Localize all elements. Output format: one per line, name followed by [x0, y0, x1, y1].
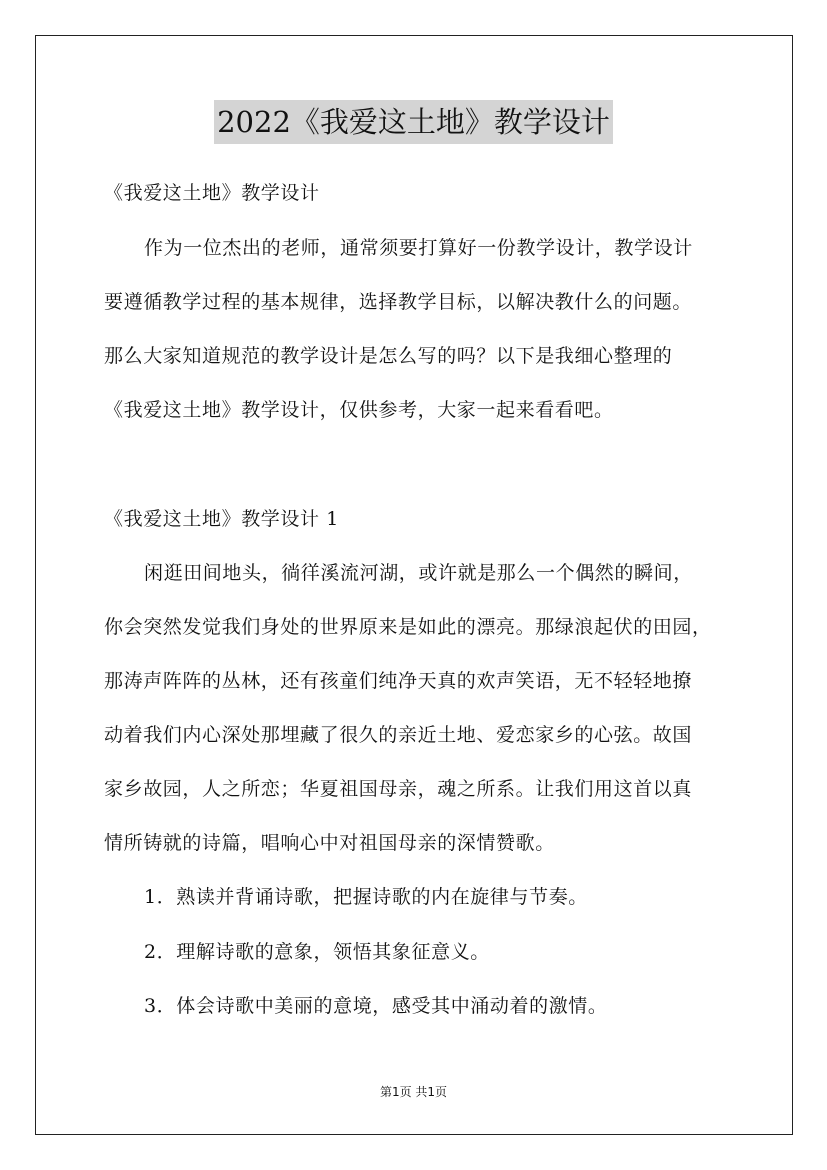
goal-item: 3．体会诗歌中美丽的意境，感受其中涌动着的激情。: [144, 995, 608, 1017]
section-line: 家乡故园，人之所恋；华夏祖国母亲，魂之所系。让我们用这首以真: [104, 778, 693, 800]
section-line: 你会突然发觉我们身处的世界原来是如此的漂亮。那绿浪起伏的田园，: [104, 616, 712, 638]
page-footer: 第1页 共1页: [379, 1085, 448, 1099]
intro-line: 要遵循教学过程的基本规律，选择教学目标，以解决教什么的问题。: [104, 291, 693, 313]
section-line: 那涛声阵阵的丛林，还有孩童们纯净天真的欢声笑语，无不轻轻地撩: [104, 670, 693, 692]
intro-line: 《我爱这土地》教学设计，仅供参考，大家一起来看看吧。: [104, 399, 614, 421]
subtitle: 《我爱这土地》教学设计: [104, 182, 320, 204]
intro-line: 那么大家知道规范的教学设计是怎么写的吗？以下是我细心整理的: [104, 345, 673, 367]
goal-item: 2．理解诗歌的意象，领悟其象征意义。: [144, 941, 490, 963]
goal-item: 1．熟读并背诵诗歌，把握诗歌的内在旋律与节奏。: [144, 886, 588, 908]
section-line: 情所铸就的诗篇，唱响心中对祖国母亲的深情赞歌。: [104, 832, 555, 854]
document-title-wrap: [0, 100, 827, 144]
document-title: 2022《我爱这土地》教学设计: [214, 100, 613, 144]
intro-line: 作为一位杰出的老师，通常须要打算好一份教学设计，教学设计: [144, 237, 693, 259]
section-title: 《我爱这土地》教学设计 1: [104, 508, 339, 530]
section-line: 动着我们内心深处那埋藏了很久的亲近土地、爱恋家乡的心弦。故国: [104, 724, 693, 746]
section-line: 闲逛田间地头，徜徉溪流河湖，或许就是那么一个偶然的瞬间，: [144, 562, 693, 584]
